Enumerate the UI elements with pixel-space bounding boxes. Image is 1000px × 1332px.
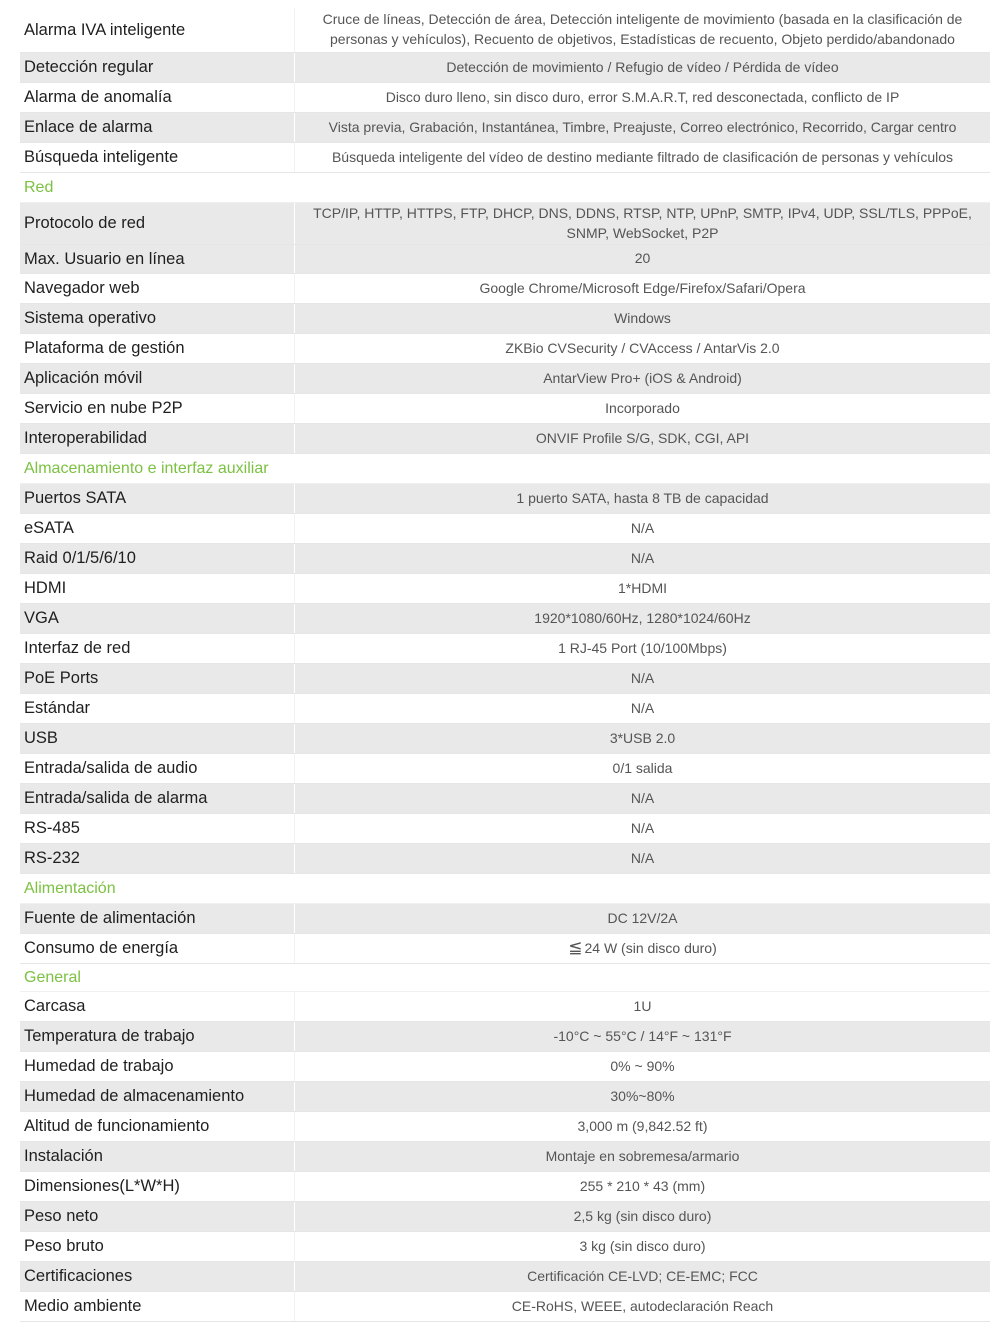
spec-label: Entrada/salida de alarma xyxy=(24,789,208,807)
spec-value: 0% ~ 90% xyxy=(294,1052,990,1081)
spec-label: Puertos SATA xyxy=(24,489,127,507)
spec-label: HDMI xyxy=(24,579,67,597)
spec-row-vga xyxy=(20,604,990,634)
spec-value: 1*HDMI xyxy=(294,574,990,603)
section-title-almacenamiento: Almacenamiento e interfaz auxiliar xyxy=(20,454,990,484)
spec-value: 2,5 kg (sin disco duro) xyxy=(294,1202,990,1231)
spec-row-humedad-almacenamiento xyxy=(20,1082,990,1112)
spec-label: Raid 0/1/5/6/10 xyxy=(24,549,136,567)
spec-label: Interoperabilidad xyxy=(24,429,147,447)
spec-label: PoE Ports xyxy=(24,669,99,687)
spec-label: Detección regular xyxy=(24,58,154,76)
spec-row-poe-ports xyxy=(20,664,990,694)
spec-label: Entrada/salida de audio xyxy=(24,759,198,777)
spec-value: 24 W (sin disco duro) xyxy=(584,939,717,956)
spec-row-sistema-operativo xyxy=(20,304,990,334)
spec-row-busqueda-inteligente xyxy=(20,143,990,173)
spec-label: Peso bruto xyxy=(24,1237,104,1255)
spec-value: 3*USB 2.0 xyxy=(294,724,990,753)
spec-value: Certificación CE-LVD; CE-EMC; FCC xyxy=(294,1262,990,1291)
spec-label: eSATA xyxy=(24,519,74,537)
spec-label: Aplicación móvil xyxy=(24,369,143,387)
spec-table xyxy=(20,8,990,1322)
spec-value: N/A xyxy=(294,664,990,693)
spec-value: Cruce de líneas, Detección de área, Detección inteligente de movimiento (basada en la clasificación de personas y vehículos), Recuento de objetivos, Estadísticas de recuento, Objeto perdido/abandonado xyxy=(294,8,990,52)
spec-row-medio-ambiente xyxy=(20,1292,990,1322)
spec-row-estandar xyxy=(20,694,990,724)
spec-value: 1 RJ-45 Port (10/100Mbps) xyxy=(294,634,990,663)
spec-label: Temperatura de trabajo xyxy=(24,1027,195,1045)
spec-value: N/A xyxy=(294,814,990,843)
spec-row-rs232 xyxy=(20,844,990,874)
spec-row-aplicacion-movil xyxy=(20,364,990,394)
less-equal-symbol: ≦ xyxy=(568,938,583,958)
spec-row-navegador-web xyxy=(20,274,990,304)
spec-value: N/A xyxy=(294,694,990,723)
spec-row-max-usuario xyxy=(20,245,990,274)
spec-row-peso-bruto xyxy=(20,1232,990,1262)
spec-value: Montaje en sobremesa/armario xyxy=(294,1142,990,1171)
spec-value: Incorporado xyxy=(294,394,990,423)
spec-row-carcasa xyxy=(20,992,990,1022)
spec-label: Peso neto xyxy=(24,1207,99,1225)
spec-label: Humedad de almacenamiento xyxy=(24,1087,245,1105)
spec-row-temperatura xyxy=(20,1022,990,1052)
spec-value: Windows xyxy=(294,304,990,333)
spec-label: Búsqueda inteligente xyxy=(24,148,179,166)
spec-value: 3 kg (sin disco duro) xyxy=(294,1232,990,1261)
spec-value: Vista previa, Grabación, Instantánea, Timbre, Preajuste, Correo electrónico, Recorrido, Cargar centro xyxy=(294,113,990,142)
spec-value: ZKBio CVSecurity / CVAccess / AntarVis 2.0 xyxy=(294,334,990,363)
spec-row-alarma-iva xyxy=(20,8,990,53)
spec-value: N/A xyxy=(294,844,990,873)
spec-label: Dimensiones(L*W*H) xyxy=(24,1177,180,1195)
spec-value: 255 * 210 * 43 (mm) xyxy=(294,1172,990,1201)
spec-value: CE-RoHS, WEEE, autodeclaración Reach xyxy=(294,1292,990,1321)
spec-value: TCP/IP, HTTP, HTTPS, FTP, DHCP, DNS, DDNS, RTSP, NTP, UPnP, SMTP, IPv4, UDP, SSL/TLS, PPPoE, SNMP, WebSocket, P2P xyxy=(294,203,990,244)
spec-label: Humedad de trabajo xyxy=(24,1057,174,1075)
spec-row-alarma-io xyxy=(20,784,990,814)
spec-row-esata xyxy=(20,514,990,544)
spec-row-audio xyxy=(20,754,990,784)
spec-label: Servicio en nube P2P xyxy=(24,399,183,417)
spec-value: 20 xyxy=(294,245,990,273)
spec-value: Disco duro lleno, sin disco duro, error S.M.A.R.T, red desconectada, conflicto de IP xyxy=(294,83,990,112)
spec-row-humedad-trabajo xyxy=(20,1052,990,1082)
spec-value: 3,000 m (9,842.52 ft) xyxy=(294,1112,990,1141)
spec-label: Instalación xyxy=(24,1147,103,1165)
spec-value: 0/1 salida xyxy=(294,754,990,783)
spec-label: Fuente de alimentación xyxy=(24,909,196,927)
spec-row-protocolo-red xyxy=(20,203,990,245)
spec-value: -10°C ~ 55°C / 14°F ~ 131°F xyxy=(294,1022,990,1051)
spec-row-rs485 xyxy=(20,814,990,844)
spec-row-fuente xyxy=(20,904,990,934)
spec-label: RS-232 xyxy=(24,849,80,867)
spec-value: Búsqueda inteligente del vídeo de destino mediante filtrado de clasificación de personas y vehículos xyxy=(294,143,990,172)
spec-row-plataforma-gestion xyxy=(20,334,990,364)
spec-value: Google Chrome/Microsoft Edge/Firefox/Safari/Opera xyxy=(294,274,990,303)
spec-label: Medio ambiente xyxy=(24,1297,142,1315)
spec-value: N/A xyxy=(294,784,990,813)
spec-label: Carcasa xyxy=(24,997,86,1015)
spec-label: Protocolo de red xyxy=(24,214,146,232)
spec-row-dimensiones xyxy=(20,1172,990,1202)
section-title-red: Red xyxy=(20,173,990,203)
spec-row-certificaciones xyxy=(20,1262,990,1292)
spec-value: ONVIF Profile S/G, SDK, CGI, API xyxy=(294,424,990,453)
spec-label: USB xyxy=(24,729,58,747)
spec-label: VGA xyxy=(24,609,59,627)
spec-label: Plataforma de gestión xyxy=(24,339,185,357)
spec-row-peso-neto xyxy=(20,1202,990,1232)
spec-row-deteccion-regular xyxy=(20,53,990,83)
spec-value: 1 puerto SATA, hasta 8 TB de capacidad xyxy=(294,484,990,513)
spec-value: 1920*1080/60Hz, 1280*1024/60Hz xyxy=(294,604,990,633)
spec-row-altitud xyxy=(20,1112,990,1142)
spec-label: Sistema operativo xyxy=(24,309,157,327)
spec-label: Altitud de funcionamiento xyxy=(24,1117,210,1135)
spec-row-enlace-alarma xyxy=(20,113,990,143)
spec-label: Interfaz de red xyxy=(24,639,131,657)
spec-value-consumo xyxy=(294,934,990,963)
spec-value: AntarView Pro+ (iOS & Android) xyxy=(294,364,990,393)
spec-label: Consumo de energía xyxy=(24,939,179,957)
spec-value: 30%~80% xyxy=(294,1082,990,1111)
spec-value: N/A xyxy=(294,514,990,543)
spec-label: Certificaciones xyxy=(24,1267,133,1285)
spec-row-servicio-nube xyxy=(20,394,990,424)
spec-row-instalacion xyxy=(20,1142,990,1172)
spec-label: Alarma IVA inteligente xyxy=(24,20,186,39)
spec-row-consumo xyxy=(20,934,990,964)
spec-label: Alarma de anomalía xyxy=(24,88,172,106)
section-title-alimentacion: Alimentación xyxy=(20,874,990,904)
spec-row-interoperabilidad xyxy=(20,424,990,454)
spec-row-raid xyxy=(20,544,990,574)
spec-value: 1U xyxy=(294,992,990,1021)
spec-label: RS-485 xyxy=(24,819,80,837)
spec-row-usb xyxy=(20,724,990,754)
spec-row-hdmi xyxy=(20,574,990,604)
spec-value: DC 12V/2A xyxy=(294,904,990,933)
spec-value: N/A xyxy=(294,544,990,573)
spec-label: Estándar xyxy=(24,699,91,717)
spec-value: Detección de movimiento / Refugio de vídeo / Pérdida de vídeo xyxy=(294,53,990,82)
spec-label: Navegador web xyxy=(24,279,140,297)
spec-row-interfaz-red xyxy=(20,634,990,664)
spec-row-puertos-sata xyxy=(20,484,990,514)
spec-label: Max. Usuario en línea xyxy=(24,249,185,268)
section-title-general: General xyxy=(20,964,990,992)
spec-label: Enlace de alarma xyxy=(24,118,153,136)
spec-row-alarma-anomalia xyxy=(20,83,990,113)
